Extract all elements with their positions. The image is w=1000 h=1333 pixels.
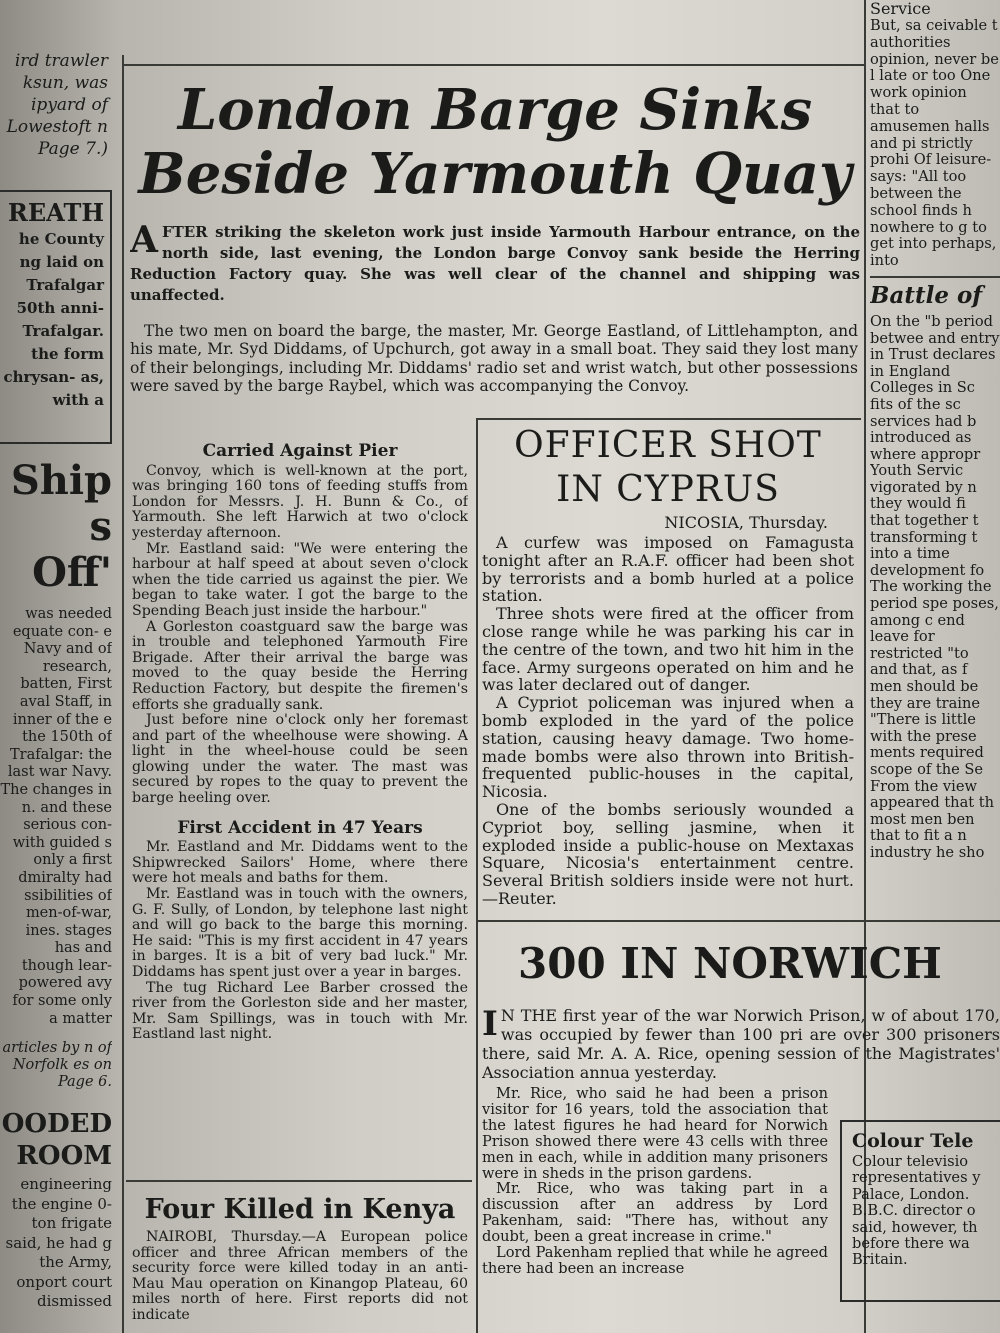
barge-lead xyxy=(130,222,860,318)
barge-para-7: Mr. Eastland was in touch with the owners, G. F. Sully, of London, by telephone last night and will go back to the barge this morning. He said: "This is my first accident in 47 years in barges. It is a bit of very bad luck." Mr. Diddams has spent just over a year in barges. xyxy=(132,886,468,980)
norwich-para-2: Mr. Rice, who was taking part in a discussion after an address by Lord Pakenham, said: "There has, without any doubt, been a great increase in crime." xyxy=(482,1180,828,1246)
barge-para-8: The tug Richard Lee Barber crossed the river from the Gorleston side and her master, Mr. Sam Spillings, was in touch with Mr. Eastland last night. xyxy=(132,979,468,1043)
right-column xyxy=(870,0,1000,920)
cyprus-headline-2: IN CYPRUS xyxy=(556,469,780,510)
wreath-box xyxy=(0,190,112,444)
flooded-text: engineering the engine 0-ton frigate said, he had g the Army, onport court dismissed xyxy=(5,1175,112,1311)
colour-text: Colour televisio representatives y Palace, London. B.B.C. director o said, however, th before there wa Britain. xyxy=(852,1153,981,1269)
ship-text: was needed equate con- e Navy and of research, batten, First aval Staff, in inner of the e the 150th of Trafalgar: the last war Navy. The changes in n. and these serious con- with guided s only a first dmiralty had ssibilities of men-of-war, ines. stages has and though lear-powered avy for some only a matter xyxy=(0,606,112,1027)
battle-text: On the "b period betwee and entry in Trust declares in England Colleges in Sc fits of the sc services had b introduced as where appropr Youth Servic vigorated by n they would fi that together t transforming t into a time development fo The working the period spe poses, among c end leave for restricted "to and that, as f men should be they are traine "There is little with the prese ments required scope of the Se From the view appeared that th most men ben that to fit a n industry he sho xyxy=(870,312,1000,861)
service-heading: Service xyxy=(870,0,931,18)
battle-rule xyxy=(870,276,1000,278)
lead-text: FTER striking the skeleton work just inside Yarmouth Harbour entrance, on the north side, last evening, the London barge Convoy sank beside the Herring Reduction Factory quay. She was well clear of the channel and shipping was unaffected. xyxy=(130,223,860,304)
cyprus-headline-1: OFFICER SHOT xyxy=(514,425,822,466)
column-rule-left xyxy=(122,55,124,1333)
kenya-text: NAIROBI, Thursday.—A European police officer and three African members of the security force were killed today in an anti-Mau Mau operation on Kinangop Plateau, 60 miles north of here. First reports did not indicate xyxy=(132,1229,468,1323)
norwich-drop-cap: I xyxy=(482,1004,498,1044)
cyprus-dateline: NICOSIA, Thursday. xyxy=(664,513,828,532)
main-headline-block xyxy=(130,78,860,218)
lead-drop-cap: A xyxy=(130,222,158,261)
norwich-lead xyxy=(482,1006,1000,1082)
main-headline-line-2: Beside Yarmouth Quay xyxy=(138,141,852,207)
articles-teaser: articles by n of Norfolk es on Page 6. xyxy=(2,1040,112,1091)
norwich-lead-text: N THE first year of the war Norwich Prison, w of about 170, was occupied by fewer than 100 pri are over 300 prisoners there, said Mr. A. A. Rice, opening session of the Magistrates' Association annua yesterday. xyxy=(482,1006,1000,1082)
cyprus-para-2: Three shots were fired at the officer from close range while he was parking his car in the centre of the town, and two hit him in the face. Army surgeons operated on him and he was later declared out of danger. xyxy=(482,604,854,695)
barge-para-4: A Gorleston coastguard saw the barge was in trouble and telephoned Yarmouth Fire Brigade. After their arrival the barge was moved to the quay beside the Herring Reduction Factory, but despite the firemen's efforts she gradually sank. xyxy=(132,618,468,713)
flooded-heading-2: ROOM xyxy=(16,1141,112,1172)
colour-television-box xyxy=(840,1120,1000,1302)
cyprus-top-rule xyxy=(476,418,861,420)
cyprus-para-4: One of the bombs seriously wounded a Cypriot boy, selling jasmine, when it exploded inside a public-house on Mextaxas Square, Nicosia's entertainment centre. Several British soldiers inside were not hurt.—Reuter. xyxy=(482,799,854,908)
colour-heading: Colour Tele xyxy=(852,1130,974,1152)
trawler-teaser: ird trawler ksun, was ipyard of Lowestoft n Page 7.) xyxy=(6,51,108,159)
ship-heading-2: s Off' xyxy=(32,503,112,596)
left-column xyxy=(0,50,112,1333)
barge-para-1: The two men on board the barge, the master, Mr. George Eastland, of Littlehampton, and his mate, Mr. Syd Diddams, of Upchurch, got away in a small boat. They said they lost many of their belongings, including Mr. Diddams' radio set and wrist watch, but other possessions were saved by the barge Raybel, which was accompanying the Convoy. xyxy=(130,322,858,396)
main-headline-line-1: London Barge Sinks xyxy=(177,78,813,143)
cyprus-story xyxy=(482,424,854,919)
kenya-top-rule xyxy=(126,1180,472,1182)
column-rule-centre xyxy=(476,420,478,1333)
service-text: But, sa ceivable t authorities opinion, never be l late or too One work opinion that to amusemen halls and pi strictly prohi Of leisure- says: "All too between the school finds h nowhere to g to get into perhaps, into xyxy=(870,17,999,270)
flooded-heading-1: OODED xyxy=(1,1109,112,1140)
ship-heading-1: Ship xyxy=(10,457,112,504)
barge-para-3: Mr. Eastland said: "We were entering the harbour at half speed at about seven o'clock when the tide carried us against the pier. We began to take water. I got the barge to the Spending Beach just inside the harbour." xyxy=(132,540,468,619)
kenya-story xyxy=(132,1190,468,1333)
subhead-first-accident: First Accident in 47 Years xyxy=(177,817,423,838)
norwich-body xyxy=(482,1086,828,1277)
subhead-carried-against-pier: Carried Against Pier xyxy=(202,441,398,461)
barge-para-5: Just before nine o'clock only her foremast and part of the wheelhouse were showing. A light in the wheel-house could be seen glowing under the water. The mast was secured by ropes to the quay to prevent the barge heeling over. xyxy=(132,712,468,807)
wreath-text: he County ng laid on Trafalgar 50th anni- Trafalgar. the form chrysan- as, with a xyxy=(3,230,104,409)
norwich-para-1: Mr. Rice, who said he had been a prison visitor for 16 years, told the association that the latest figures he had heard for Norwich Prison showed there were 43 cells with three men in each, while in addition many prisoners were in sheds in the prison gardens. xyxy=(482,1085,828,1182)
battle-heading: Battle of xyxy=(870,281,983,309)
barge-story-column xyxy=(132,438,468,1190)
cyprus-para-3: A Cypriot policeman was injured when a bomb exploded in the yard of the police station, causing heavy damage. Two home-made bombs were also thrown into British-frequented public-houses in the capital, Nicosia. xyxy=(482,693,854,802)
cyprus-body xyxy=(482,534,854,908)
norwich-top-rule xyxy=(476,920,1000,922)
barge-para-6: Mr. Eastland and Mr. Diddams went to the Shipwrecked Sailors' Home, where there were hot meals and baths for them. xyxy=(132,839,468,887)
norwich-headline: 300 IN NORWICH xyxy=(518,939,942,988)
headline-top-rule xyxy=(124,64,864,66)
cyprus-para-1: A curfew was imposed on Famagusta tonight after an R.A.F. officer had been shot by terrorists and a bomb hurled at a police station. xyxy=(482,533,854,606)
wreath-heading: REATH xyxy=(7,198,104,227)
barge-para-2: Convoy, which is well-known at the port, was bringing 160 tons of feeding stuffs from London for Messrs. J. H. Bunn & Co., of Yarmouth. She left Harwich at two o'clock yesterday afternoon. xyxy=(132,462,468,541)
norwich-para-3: Lord Pakenham replied that while he agreed there had been an increase xyxy=(482,1244,828,1277)
kenya-headline: Four Killed in Kenya xyxy=(144,1194,456,1225)
